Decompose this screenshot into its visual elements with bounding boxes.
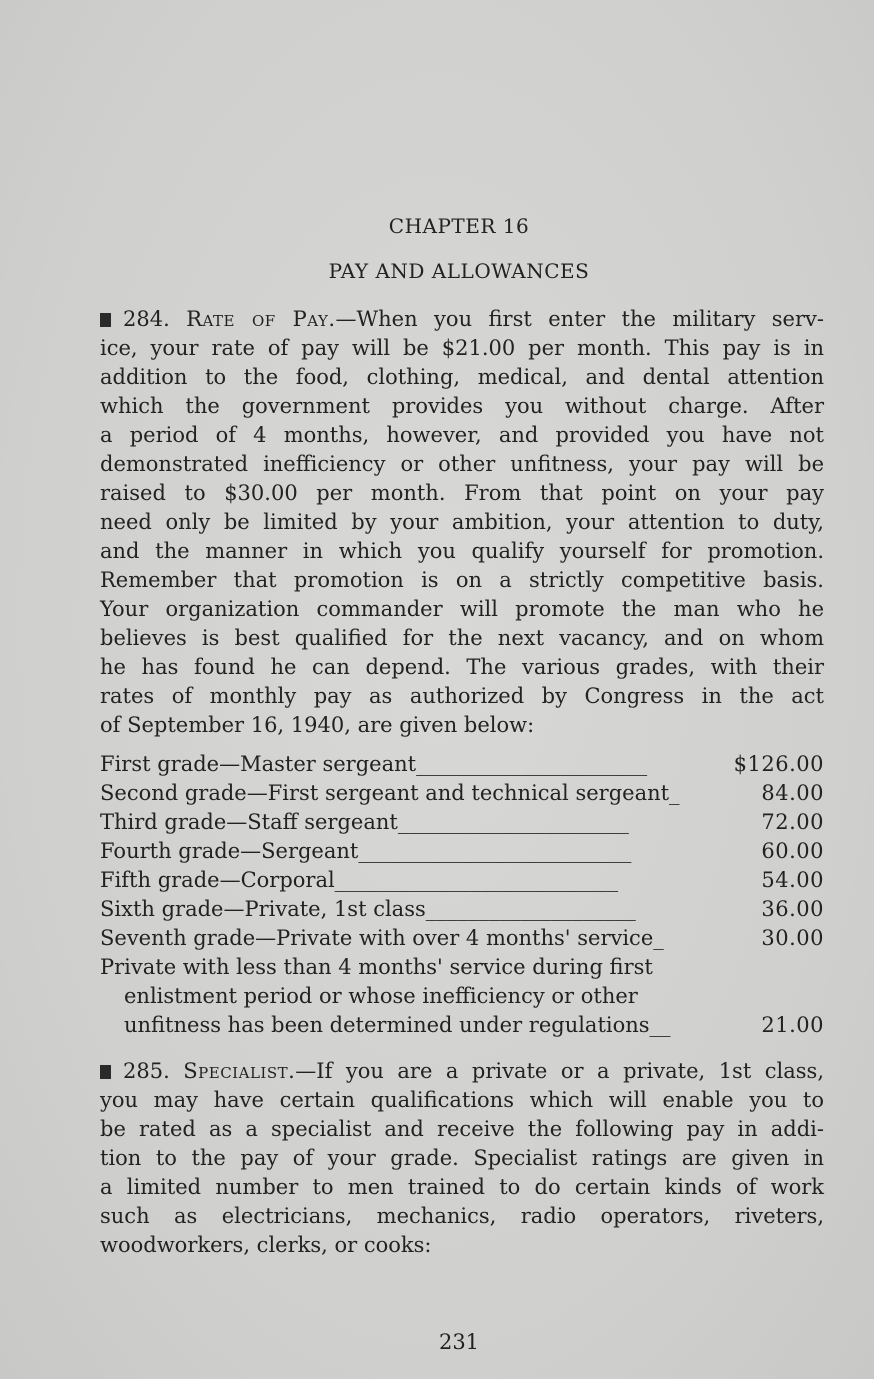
pay-amount: 84.00 [761, 781, 824, 805]
paragraph-text: —When you first enter the military serv- [335, 307, 824, 331]
paragraph-line: rates of monthly pay as authorized by Congress in the act [100, 684, 824, 708]
paragraph-line: of September 16, 1940, are given below: [100, 713, 535, 737]
paragraph-line: ice, your rate of pay will be $21.00 per month. This pay is in [100, 336, 824, 360]
table-row [100, 750, 824, 779]
paragraph-text: —If you are a private or a private, 1st class, [295, 1059, 824, 1083]
pay-amount: 30.00 [761, 926, 824, 950]
pay-amount: 36.00 [761, 897, 824, 921]
section-285-paragraph [100, 1057, 824, 1260]
table-row [100, 924, 824, 953]
paragraph-line: a limited number to men trained to do certain kinds of work [100, 1175, 824, 1199]
paragraph-line: and the manner in which you qualify yourself for promotion. [100, 539, 824, 563]
grade-label: Sixth grade—Private, 1st class____________________ [100, 897, 636, 921]
grade-label: enlistment period or whose inefficiency or other [124, 984, 638, 1008]
table-row [100, 866, 824, 895]
paragraph-line: raised to $30.00 per month. From that point on your pay [100, 481, 824, 505]
paragraph-line [100, 1057, 824, 1086]
paragraph-line: you may have certain qualifications which will enable you to [100, 1088, 824, 1112]
paragraph-line: a period of 4 months, however, and provided you have not [100, 423, 824, 447]
section-number: 285. [123, 1059, 170, 1083]
pay-amount: 21.00 [761, 1013, 824, 1037]
table-row [100, 779, 824, 808]
section-284-paragraph [100, 305, 824, 740]
paragraph-line: need only be limited by your ambition, your attention to duty, [100, 510, 824, 534]
paragraph-line [100, 305, 824, 334]
pay-amount: $126.00 [733, 752, 824, 776]
grade-label: Fifth grade—Corporal___________________________ [100, 868, 619, 892]
table-row [100, 982, 824, 1011]
pay-amount: 60.00 [761, 839, 824, 863]
table-row [100, 953, 824, 982]
paragraph-line: demonstrated inefficiency or other unfitness, your pay will be [100, 452, 824, 476]
paragraph-line: he has found he can depend. The various grades, with their [100, 655, 824, 679]
paragraph-line: such as electricians, mechanics, radio operators, riveters, [100, 1204, 824, 1228]
pay-table [100, 750, 824, 1040]
grade-label: Seventh grade—Private with over 4 months' service_ [100, 926, 664, 950]
paragraph-line: which the government provides you without charge. After [100, 394, 824, 418]
paragraph-line: addition to the food, clothing, medical, and dental attention [100, 365, 824, 389]
grade-label: Private with less than 4 months' service during first [100, 955, 653, 979]
table-row [100, 895, 824, 924]
table-row [100, 837, 824, 866]
grade-label: Second grade—First sergeant and technical sergeant_ [100, 781, 680, 805]
page-number: 231 [438, 1330, 480, 1354]
chapter-heading: CHAPTER 16 [388, 214, 530, 238]
paragraph-line: Remember that promotion is on a strictly competitive basis. [100, 568, 824, 592]
section-marker-icon [100, 313, 111, 327]
paragraph-line: tion to the pay of your grade. Specialist ratings are given in [100, 1146, 824, 1170]
grade-label: Third grade—Staff sergeant______________________ [100, 810, 629, 834]
section-number: 284. [123, 307, 170, 331]
section-heading: Rate of Pay. [186, 307, 336, 331]
grade-label: First grade—Master sergeant______________________ [100, 752, 648, 776]
section-heading: Specialist. [183, 1059, 296, 1083]
grade-label: unfitness has been determined under regulations__ [124, 1013, 671, 1037]
section-marker-icon [100, 1065, 111, 1079]
paragraph-line: believes is best qualified for the next vacancy, and on whom [100, 626, 824, 650]
pay-amount: 72.00 [761, 810, 824, 834]
table-row [100, 1011, 824, 1040]
grade-label: Fourth grade—Sergeant__________________________ [100, 839, 632, 863]
pay-amount: 54.00 [761, 868, 824, 892]
paragraph-line: woodworkers, clerks, or cooks: [100, 1233, 432, 1257]
table-row [100, 808, 824, 837]
chapter-title: PAY AND ALLOWANCES [328, 259, 590, 283]
paragraph-line: Your organization commander will promote the man who he [100, 597, 824, 621]
paragraph-line: be rated as a specialist and receive the following pay in addi- [100, 1117, 824, 1141]
